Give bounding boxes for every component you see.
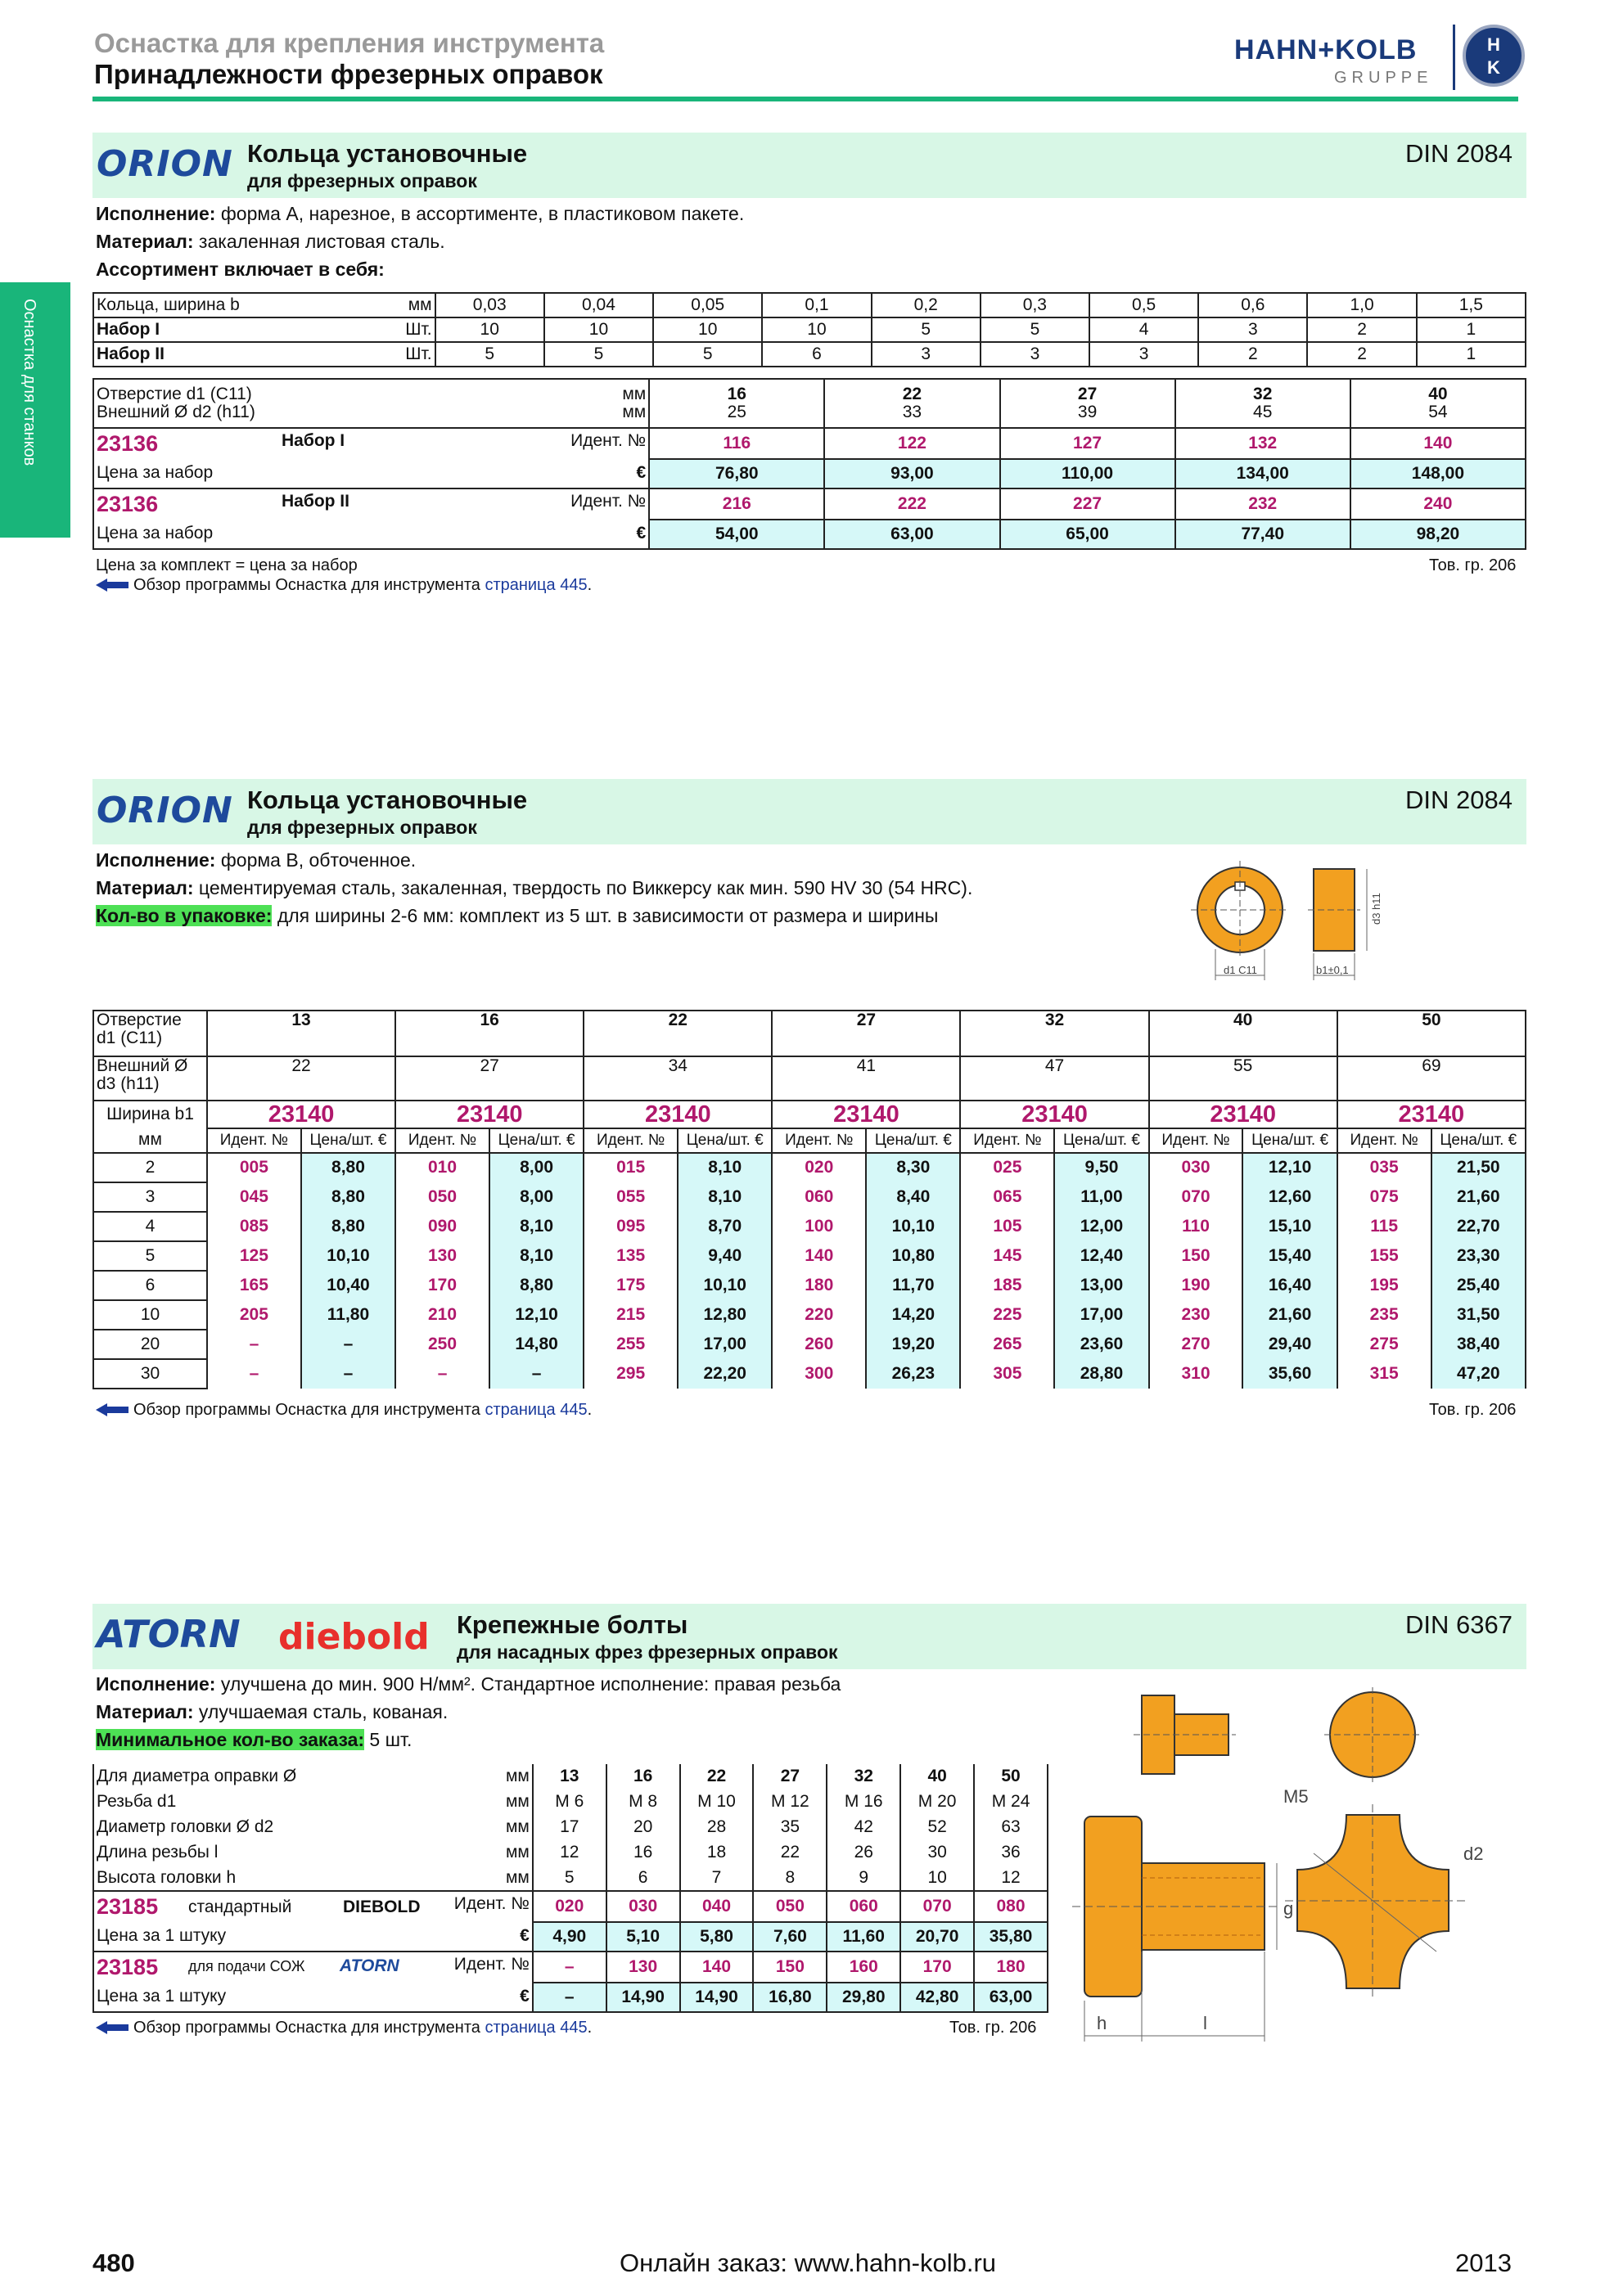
param-row: Резьба d1 мм M 6 M 8 M 10 M 12 M 16 M 20 M 24 [93,1790,1048,1815]
s3-overview-link[interactable]: Обзор программы Оснастка для инструмента страница 445. [96,2019,592,2037]
article-23136-set2[interactable]: 23136 [97,492,159,517]
s3-group: Тов. гр. 206 [949,2019,1037,2037]
section2-din: DIN 2084 [1405,786,1513,814]
section1-din: DIN 2084 [1405,139,1513,168]
section1-subtitle: для фрезерных оправок [247,170,477,191]
section3-din: DIN 6367 [1405,1610,1513,1639]
bolt-drawing [1064,1669,1522,2054]
side-tab-label: Оснастка для станков [20,299,38,466]
table-row: 10 205 11,80 210 12,10 215 12,80 220 14,20 225 17,00 230 21,60 235 31,50 [93,1300,1526,1330]
s3-min-order: Минимальное кол-во заказа: 5 шт. [96,1729,413,1750]
arrow-left-icon [96,2021,128,2033]
table-row: 30 – – – – 295 22,20 300 26,23 305 28,80 310 35,60 315 47,20 [93,1359,1526,1389]
table-row: 6 165 10,40 170 8,80 175 10,10 180 11,70 185 13,00 190 16,40 195 25,40 [93,1271,1526,1300]
brand-emblem-icon [1463,25,1525,87]
s3-table: Для диаметра оправки Ø мм 13 16 22 27 32 40 50 Резьба d1 мм M 6 M 8 M 10 M 12 M 16 M 20 M 24 Диаметр головки Ø d2 мм 17 20 28 35 42 52 63 Длина резьбы l мм 12 16 18 22 26 30 36 Высота головки h мм 5 6 7 8 9 10 12 23185 стандартный DIEBOLD Идент. № 020 030 040 050 060 070 080 Цена за 1 штуку € 4,90 5,10 5,80 7,60 11,60 20,70 35,80 23185 для подачи СОЖ ATORN Идент. № – 130 140 150 160 170 180 Цена за 1 штуку € – 14,90 14,90 16,80 29,80 42,80 63,00 [92,1764,1048,2013]
param-row: Диаметр головки Ø d2 мм 17 20 28 35 42 52 63 [93,1815,1048,1840]
article-23185-standard[interactable]: 23185 [97,1894,159,1920]
section1-title: Кольца установочные [247,139,528,168]
footer-year: 2013 [1455,2249,1512,2277]
diebold-logo: diebold [278,1616,430,1658]
s3-execution: Исполнение: улучшена до мин. 900 Н/мм². Стандартное исполнение: правая резьба [96,1673,841,1695]
header-category: Оснастка для крепления инструмента [94,28,605,58]
table-row: 20 – – 250 14,80 255 17,00 260 19,20 265 23,60 270 29,40 275 38,40 [93,1330,1526,1359]
param-row: Длина резьбы l мм 12 16 18 22 26 30 36 [93,1840,1048,1866]
s1-price-table: Отверстие d1 (C11) мм Внешний Ø d2 (h11) мм 16 25 22 33 27 39 32 45 40 54 23136 Набор I Идент. № 116 122 127 132 140 Цена за набор € 76,80 93,00 110,00 134,00 148,00 23136 Набор II Идент. № 216 222 227 232 240 Цена за набор € 54,00 63,00 65,00 77,40 98,20 [92,378,1526,550]
s2-material: Материал: цементируемая сталь, закаленная, твердость по Виккерсу как мин. 590 HV 30 (54 HRC). [96,877,973,898]
s2-pack: Кол-во в упаковке: для ширины 2-6 мм: комплект из 5 шт. в зависимости от размера и ширины [96,905,939,926]
arrow-left-icon [96,1403,128,1415]
fig-d3-label: d3 h11 [1370,893,1382,925]
header-rule [92,97,1518,101]
emblem-k: K [1487,57,1500,78]
s1-execution: Исполнение: форма А, нарезное, в ассортименте, в пластиковом пакете. [96,203,745,224]
section3-title: Крепежные болты [457,1610,688,1639]
s1-assort: Ассортимент включает в себя: [96,259,385,280]
header-title: Принадлежности фрезерных оправок [94,59,603,89]
arrow-left-icon [96,579,128,590]
fig-m5-label: M5 [1283,1786,1309,1807]
param-row: Высота головки h мм 5 6 7 8 9 10 12 [93,1866,1048,1891]
brand-gruppe: GRUPPE [1334,69,1433,87]
table-row: 2 005 8,80 010 8,00 015 8,10 020 8,30 025 9,50 030 12,10 035 21,50 [93,1153,1526,1182]
fig-b1-label: b1±0,1 [1316,964,1349,976]
s1-overview-link[interactable]: Обзор программы Оснастка для инструмента страница 445. [96,576,592,595]
param-row: Для диаметра оправки Ø мм 13 16 22 27 32 40 50 [93,1764,1048,1790]
page-number: 480 [92,2249,135,2277]
orion-logo: ORION [97,143,233,185]
fig-d2-label: d2 [1463,1844,1484,1864]
fig-h-label: h [1097,2013,1107,2033]
section2-title: Кольца установочные [247,786,528,814]
atorn-logo: ATORN [97,1612,241,1656]
fig-l-label: l [1203,2013,1207,2033]
side-tab[interactable] [0,282,70,538]
brand-logo-text: HAHN+KOLB [1234,34,1418,65]
s1-assort-table: Кольца, ширина b мм 0,03 0,04 0,05 0,1 0,2 0,3 0,5 0,6 1,0 1,5 Набор I Шт. 10 10 10 10 5 5 4 3 2 1 Набор II Шт. 5 5 5 6 3 3 3 2 2 1 [92,292,1526,367]
brand-divider [1453,25,1455,90]
section2-subtitle: для фрезерных оправок [247,817,477,838]
section3-subtitle: для насадных фрез фрезерных оправок [457,1641,838,1663]
s1-group: Тов. гр. 206 [1429,556,1517,574]
s2-overview-link[interactable]: Обзор программы Оснастка для инструмента страница 445. [96,1401,592,1420]
s1-material: Материал: закаленная листовая сталь. [96,231,445,252]
table-row: 3 045 8,80 050 8,00 055 8,10 060 8,40 065 11,00 070 12,60 075 21,60 [93,1182,1526,1212]
fig-d1-label: d1 C11 [1224,964,1257,976]
article-23136-set1[interactable]: 23136 [97,431,159,457]
orion-logo: ORION [97,790,233,831]
s2-group: Тов. гр. 206 [1429,1401,1517,1419]
fig-g-label: g [1283,1898,1294,1919]
table-row: 4 085 8,80 090 8,10 095 8,70 100 10,10 105 12,00 110 15,10 115 22,70 [93,1212,1526,1241]
s2-execution: Исполнение: форма В, обточенное. [96,849,417,871]
emblem-h: H [1487,34,1500,55]
ring-drawing [1179,851,1424,990]
article-23185-coolant[interactable]: 23185 [97,1955,159,1980]
s2-table: Отверстие d1 (C11) 13 16 22 27 32 40 50 Внешний Ø d3 (h11) 22 27 34 41 47 55 69 Ширина b1 23140 23140 23140 23140 23140 23140 23140 мм Идент. № Цена/шт. € Идент. № Цена/шт. € Идент. № Цена/шт. € Идент. № Цена/шт. € Идент. № Цена/шт. € Идент. № Цена/шт. € Идент. № Цена/шт. € 2 005 8,80 010 8,00 015 8,10 020 8,30 025 9,50 030 12,10 035 21,50 3 045 8,80 050 8,00 055 8,10 060 8,40 065 11,00 070 12,60 075 21,60 4 085 8,80 090 8,10 095 8,70 100 10,10 105 12,00 110 15,10 115 22,70 5 125 10,10 130 8,10 135 9,40 140 10,80 145 12,40 150 15,40 155 23,30 6 165 10,40 170 8,80 175 10,10 180 11,70 185 13,00 190 16,40 195 25,40 10 205 11,80 210 12,10 215 12,80 220 14,20 225 17,00 230 21,60 235 31,50 20 – – 250 14,80 255 17,00 260 19,20 265 23,60 270 29,40 275 38,40 30 – – – – 295 22,20 300 26,23 305 28,80 310 35,60 315 47,20 [92,1010,1526,1389]
s3-material: Материал: улучшаемая сталь, кованая. [96,1701,449,1722]
s1-note: Цена за комплект = цена за набор [96,556,358,574]
table-row: 5 125 10,10 130 8,10 135 9,40 140 10,80 145 12,40 150 15,40 155 23,30 [93,1241,1526,1271]
footer-order-link[interactable]: Онлайн заказ: www.hahn-kolb.ru [620,2249,997,2277]
